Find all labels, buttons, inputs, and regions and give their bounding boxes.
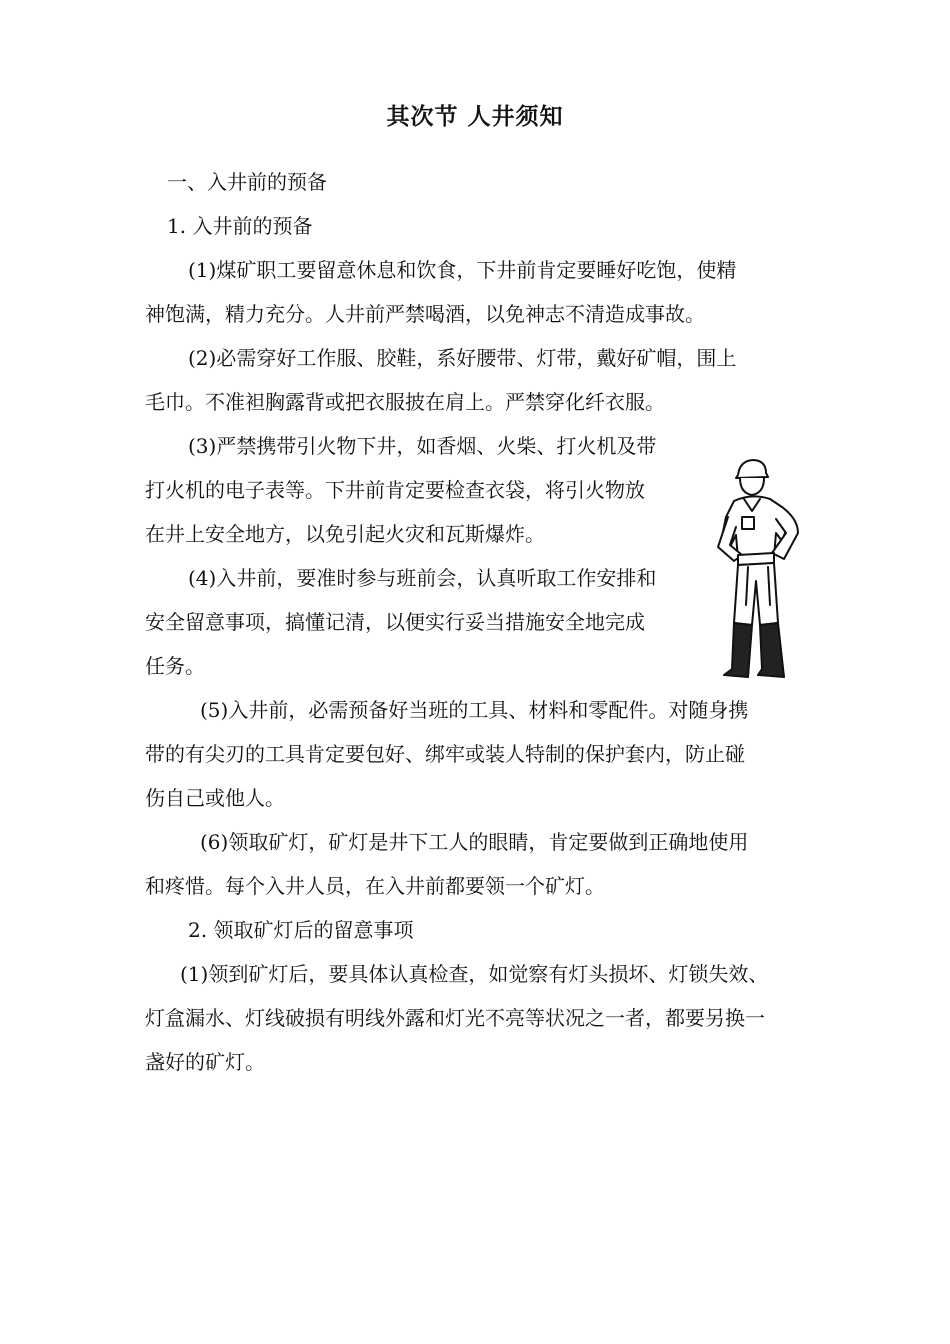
paragraph-line: 任务。 [145, 654, 205, 678]
paragraph-line: (4)入井前，要准时参与班前会，认真听取工作安排和 [188, 566, 657, 590]
paragraph-line: 毛巾。不准袒胸露背或把衣服披在肩上。严禁穿化纤衣服。 [145, 390, 665, 414]
paragraph-line: (6)领取矿灯，矿灯是井下工人的眼睛，肯定要做到正确地使用 [200, 830, 749, 854]
paragraph-line: 和疼惜。每个入井人员，在入井前都要领一个矿灯。 [145, 874, 605, 898]
subsection-heading: 2. 领取矿灯后的留意事项 [188, 918, 414, 942]
paragraph-line: (1)领到矿灯后，要具体认真检查，如觉察有灯头损坏、灯锁失效、 [180, 962, 769, 986]
subsection-heading: 1. 入井前的预备 [167, 214, 313, 238]
paragraph-line: 神饱满，精力充分。人井前严禁喝酒，以免神志不清造成事故。 [145, 302, 705, 326]
section-heading: 一、入井前的预备 [167, 170, 327, 194]
paragraph-line: (1)煤矿职工要留意休息和饮食，下井前肯定要睡好吃饱，使精 [188, 258, 737, 282]
paragraph-line: (3)严禁携带引火物下井，如香烟、火柴、打火机及带 [188, 434, 657, 458]
paragraph-line: 安全留意事项，搞懂记清，以便实行妥当措施安全地完成 [145, 610, 645, 634]
miner-figure-icon [712, 455, 812, 680]
paragraph-line: 打火机的电子表等。下井前肯定要检查衣袋，将引火物放 [145, 478, 645, 502]
page-title: 其次节 人井须知 [386, 103, 564, 130]
paragraph-line: 带的有尖刃的工具肯定要包好、绑牢或装人特制的保护套内，防止碰 [145, 742, 745, 766]
paragraph-line: (2)必需穿好工作服、胶鞋，系好腰带、灯带，戴好矿帽，围上 [188, 346, 737, 370]
paragraph-line: (5)入井前，必需预备好当班的工具、材料和零配件。对随身携 [200, 698, 749, 722]
paragraph-line: 伤自己或他人。 [145, 786, 285, 810]
paragraph-line: 在井上安全地方，以免引起火灾和瓦斯爆炸。 [145, 522, 545, 546]
paragraph-line: 灯盒漏水、灯线破损有明线外露和灯光不亮等状况之一者，都要另换一 [145, 1006, 765, 1030]
paragraph-line: 盏好的矿灯。 [145, 1050, 265, 1074]
